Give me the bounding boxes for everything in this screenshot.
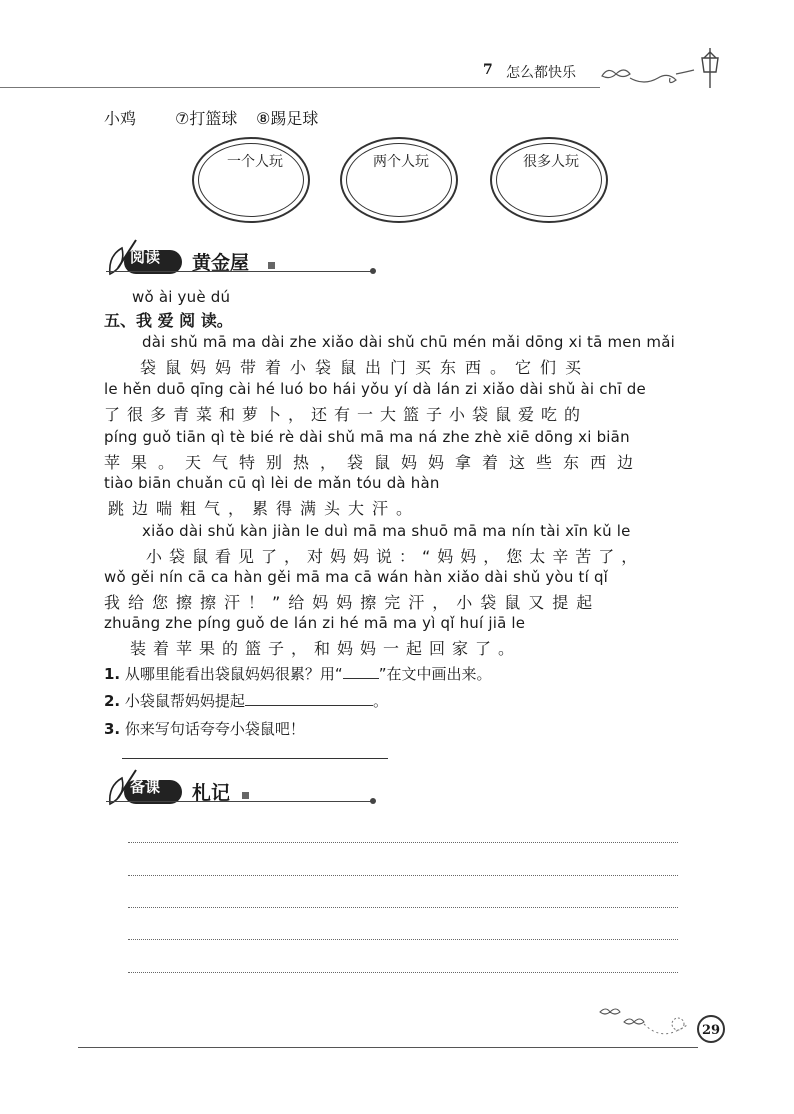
- oval-two-people: [340, 137, 458, 223]
- note-line[interactable]: [128, 842, 678, 843]
- passage-pinyin-line: le hěn duō qīng cài hé luó bo hái yǒu yí dà lán zi xiǎo dài shǔ ài chī de: [104, 380, 646, 398]
- question-number: 3.: [104, 720, 121, 738]
- question-3: [104, 718, 305, 739]
- answer-blank[interactable]: [245, 705, 373, 706]
- question-text: 。: [372, 692, 388, 710]
- question-2: [104, 690, 388, 711]
- passage-pinyin-line: xiǎo dài shǔ kàn jiàn le duì mā ma shuō mā ma nín tài xīn kǔ le: [142, 522, 631, 540]
- note-line[interactable]: [128, 972, 678, 973]
- question-text: 小袋鼠帮妈妈提起: [124, 692, 245, 710]
- item-football: ⑧踢足球: [256, 109, 319, 128]
- note-line[interactable]: [128, 875, 678, 876]
- passage-pinyin-line: zhuāng zhe píng guǒ de lán zi hé mā ma yì qǐ huí jiā le: [104, 614, 526, 632]
- question-text: ”在文中画出来。: [378, 665, 492, 683]
- reading-section-rule: [106, 271, 374, 272]
- answer-blank[interactable]: [343, 678, 379, 679]
- passage-hanzi-line: 小袋鼠看见了，对妈妈说：“妈妈，您太辛苦了，: [146, 547, 645, 566]
- passage-hanzi-line: 我给您擦擦汗！”给妈妈擦完汗，小袋鼠又提起: [104, 593, 601, 612]
- passage-hanzi-line: 跳边喘粗气，累得满头大汗。: [108, 499, 421, 518]
- oval-label-one-person: 一个人玩: [227, 154, 283, 170]
- q5-heading-pinyin: wǒ ài yuè dú: [132, 288, 231, 306]
- notes-section-title: 札记: [192, 782, 231, 804]
- q5-heading: 五、我 爱 阅 读。: [104, 311, 233, 330]
- question-number: 1.: [104, 665, 121, 683]
- note-line[interactable]: [128, 939, 678, 940]
- rule-end-dot: [370, 798, 376, 804]
- passage-pinyin-line: tiào biān chuǎn cū qì lèi de mǎn tóu dà hàn: [104, 474, 440, 492]
- answer-line[interactable]: [122, 758, 388, 759]
- oval-label-two-people: 两个人玩: [373, 154, 429, 170]
- reading-badge-text: 阅读: [130, 248, 161, 266]
- notes-section-rule: [106, 801, 374, 802]
- header-rule: [0, 87, 600, 88]
- question-text: 从哪里能看出袋鼠妈妈很累？用“: [124, 665, 343, 683]
- item-chick: 小鸡: [104, 109, 137, 128]
- question-text: 你来写句话夸夸小袋鼠吧！: [124, 720, 305, 738]
- passage-pinyin-line: píng guǒ tiān qì tè bié rè dài shǔ mā ma ná zhe zhè xiē dōng xi biān: [104, 428, 630, 446]
- passage-hanzi-line: 袋鼠妈妈带着小袋鼠出门买东西。它们买: [140, 358, 591, 377]
- passage-pinyin-line: dài shǔ mā ma dài zhe xiǎo dài shǔ chū mén mǎi dōng xi tā men mǎi: [142, 333, 675, 351]
- item-basketball: ⑦打篮球: [175, 109, 238, 128]
- passage-pinyin-line: wǒ gěi nín cā ca hàn gěi mā ma cā wán hàn xiǎo dài shǔ yòu tí qǐ: [104, 568, 609, 586]
- question-1: [104, 663, 491, 684]
- question-number: 2.: [104, 692, 121, 710]
- page-number: 29: [697, 1015, 725, 1043]
- oval-many-people: [490, 137, 608, 223]
- lantern-vine-icon: [594, 44, 724, 90]
- butterfly-trail-icon: [594, 1002, 698, 1042]
- title-square-mark: [242, 792, 249, 799]
- notes-badge-text: 备课: [130, 778, 161, 796]
- unit-title: 怎么都快乐: [506, 65, 576, 81]
- oval-label-many-people: 很多人玩: [523, 154, 579, 170]
- note-line[interactable]: [128, 907, 678, 908]
- footer-rule: [78, 1047, 698, 1048]
- passage-hanzi-line: 装着苹果的篮子，和妈妈一起回家了。: [130, 639, 522, 658]
- title-square-mark: [268, 262, 275, 269]
- passage-hanzi-line: 了很多青菜和萝卜，还有一大篮子小袋鼠爱吃的: [104, 405, 588, 424]
- reading-section-title: 黄金屋: [192, 252, 250, 274]
- rule-end-dot: [370, 268, 376, 274]
- unit-number: 7: [483, 62, 493, 78]
- passage-hanzi-line: 苹果。天气特别热，袋鼠妈妈拿着这些东西边: [104, 453, 645, 472]
- oval-one-person: [192, 137, 310, 223]
